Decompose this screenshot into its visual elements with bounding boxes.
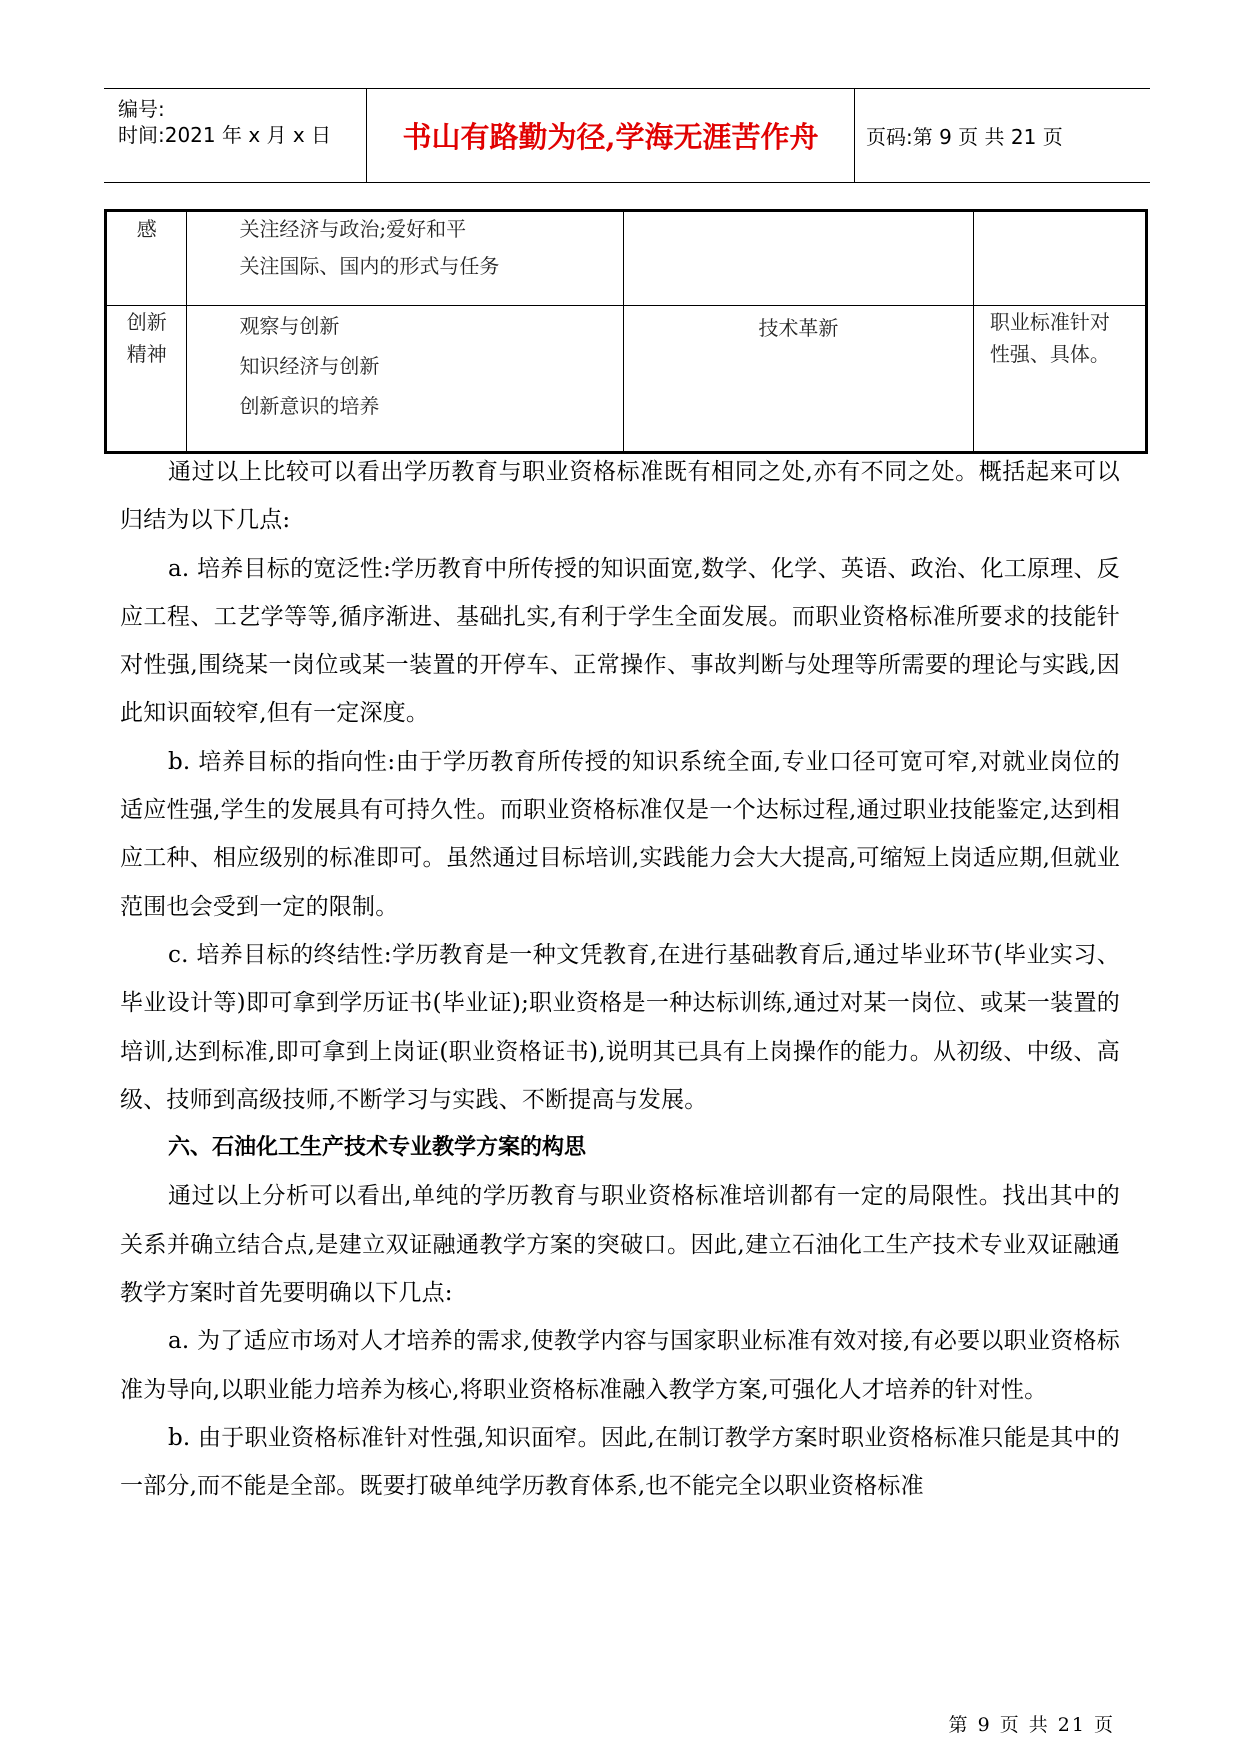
header-motto: 书山有路勤为径,学海无涯苦作舟 (402, 120, 819, 154)
table-row (106, 306, 1147, 453)
header-motto-cell (366, 89, 855, 182)
items-cell (187, 211, 624, 306)
header-meta (104, 89, 366, 182)
page-footer: 第 9 页 共 21 页 (948, 1714, 1115, 1736)
note-text: 性强、具体。 (989, 342, 1110, 366)
middle-cell (624, 211, 974, 306)
note-text: 职业标准针对 (989, 310, 1110, 334)
middle-cell (624, 306, 974, 453)
paragraph: 通过以上比较可以看出学历教育与职业资格标准既有相同之处,亦有不同之处。概括起来可以归结为以下几点: (120, 459, 1120, 534)
header-page-cell (854, 89, 1150, 182)
paragraph: 通过以上分析可以看出,单纯的学历教育与职业资格标准培训都有一定的局限性。找出其中的关系并确立结合点,是建立双证融通教学方案的突破口。因此,建立石油化工生产技术专业双证融通教学方案时首先要明确以下几点: (120, 1183, 1120, 1307)
item-text: 关注经济与政治;爱好和平 (239, 217, 467, 241)
category-cell (106, 211, 187, 306)
paragraph: b. 培养目标的指向性:由于学历教育所传授的知识系统全面,专业口径可宽可窄,对就业岗位的适应性强,学生的发展具有可持久性。而职业资格标准仅是一个达标过程,通过职业技能鉴定,达到相应工种、相应级别的标准即可。虽然通过目标培训,实践能力会大大提高,可缩短上岗适应期,但就业范围也会受到一定的限制。 (120, 748, 1120, 920)
paragraph: b. 由于职业资格标准针对性强,知识面窄。因此,在制订教学方案时职业资格标准只能是其中的一部分,而不能是全部。既要打破单纯学历教育体系,也不能完全以职业资格标准 (120, 1424, 1120, 1500)
paragraph: c. 培养目标的终结性:学历教育是一种文凭教育,在进行基础教育后,通过毕业环节(毕业实习、毕业设计等)即可拿到学历证书(毕业证);职业资格是一种达标训练,通过对某一岗位、或某一装置的培训,达到标准,即可拿到上岗证(职业资格证书),说明其已具有上岗操作的能力。从初级、中级、高级、技师到高级技师,不断学习与实践、不断提高与发展。 (120, 941, 1120, 1113)
items-cell (187, 306, 624, 453)
comparison-table (104, 209, 1148, 454)
header-page-number: 页码:第 9 页 共 21 页 (866, 125, 1063, 149)
item-text: 知识经济与创新 (239, 354, 380, 378)
document-code-label: 编号: (118, 97, 165, 121)
category-label: 创新 (126, 310, 167, 334)
category-cell (106, 306, 187, 453)
category-label: 感 (136, 217, 157, 241)
document-body (120, 448, 1120, 1511)
document-time-label: 时间:2021 年 x 月 x 日 (118, 123, 332, 147)
paragraph: a. 为了适应市场对人才培养的需求,使教学内容与国家职业标准有效对接,有必要以职业资格标准为导向,以职业能力培养为核心,将职业资格标准融入教学方案,可强化人才培养的针对性。 (120, 1328, 1120, 1403)
page-header (104, 88, 1150, 183)
note-cell (973, 211, 1146, 306)
category-label: 精神 (126, 342, 167, 366)
paragraph: a. 培养目标的宽泛性:学历教育中所传授的知识面宽,数学、化学、英语、政治、化工原理、反应工程、工艺学等等,循序渐进、基础扎实,有利于学生全面发展。而职业资格标准所要求的技能针对性强,围绕某一岗位或某一装置的开停车、正常操作、事故判断与处理等所需要的理论与实践,因此知识面较窄,但有一定深度。 (120, 555, 1120, 727)
item-text: 关注国际、国内的形式与任务 (239, 254, 500, 278)
middle-text: 技术革新 (758, 316, 839, 340)
note-cell (973, 306, 1146, 453)
item-text: 创新意识的培养 (239, 394, 380, 418)
table-row (106, 211, 1147, 306)
section-heading: 六、石油化工生产技术专业教学方案的构思 (168, 1135, 587, 1161)
item-text: 观察与创新 (239, 314, 340, 338)
